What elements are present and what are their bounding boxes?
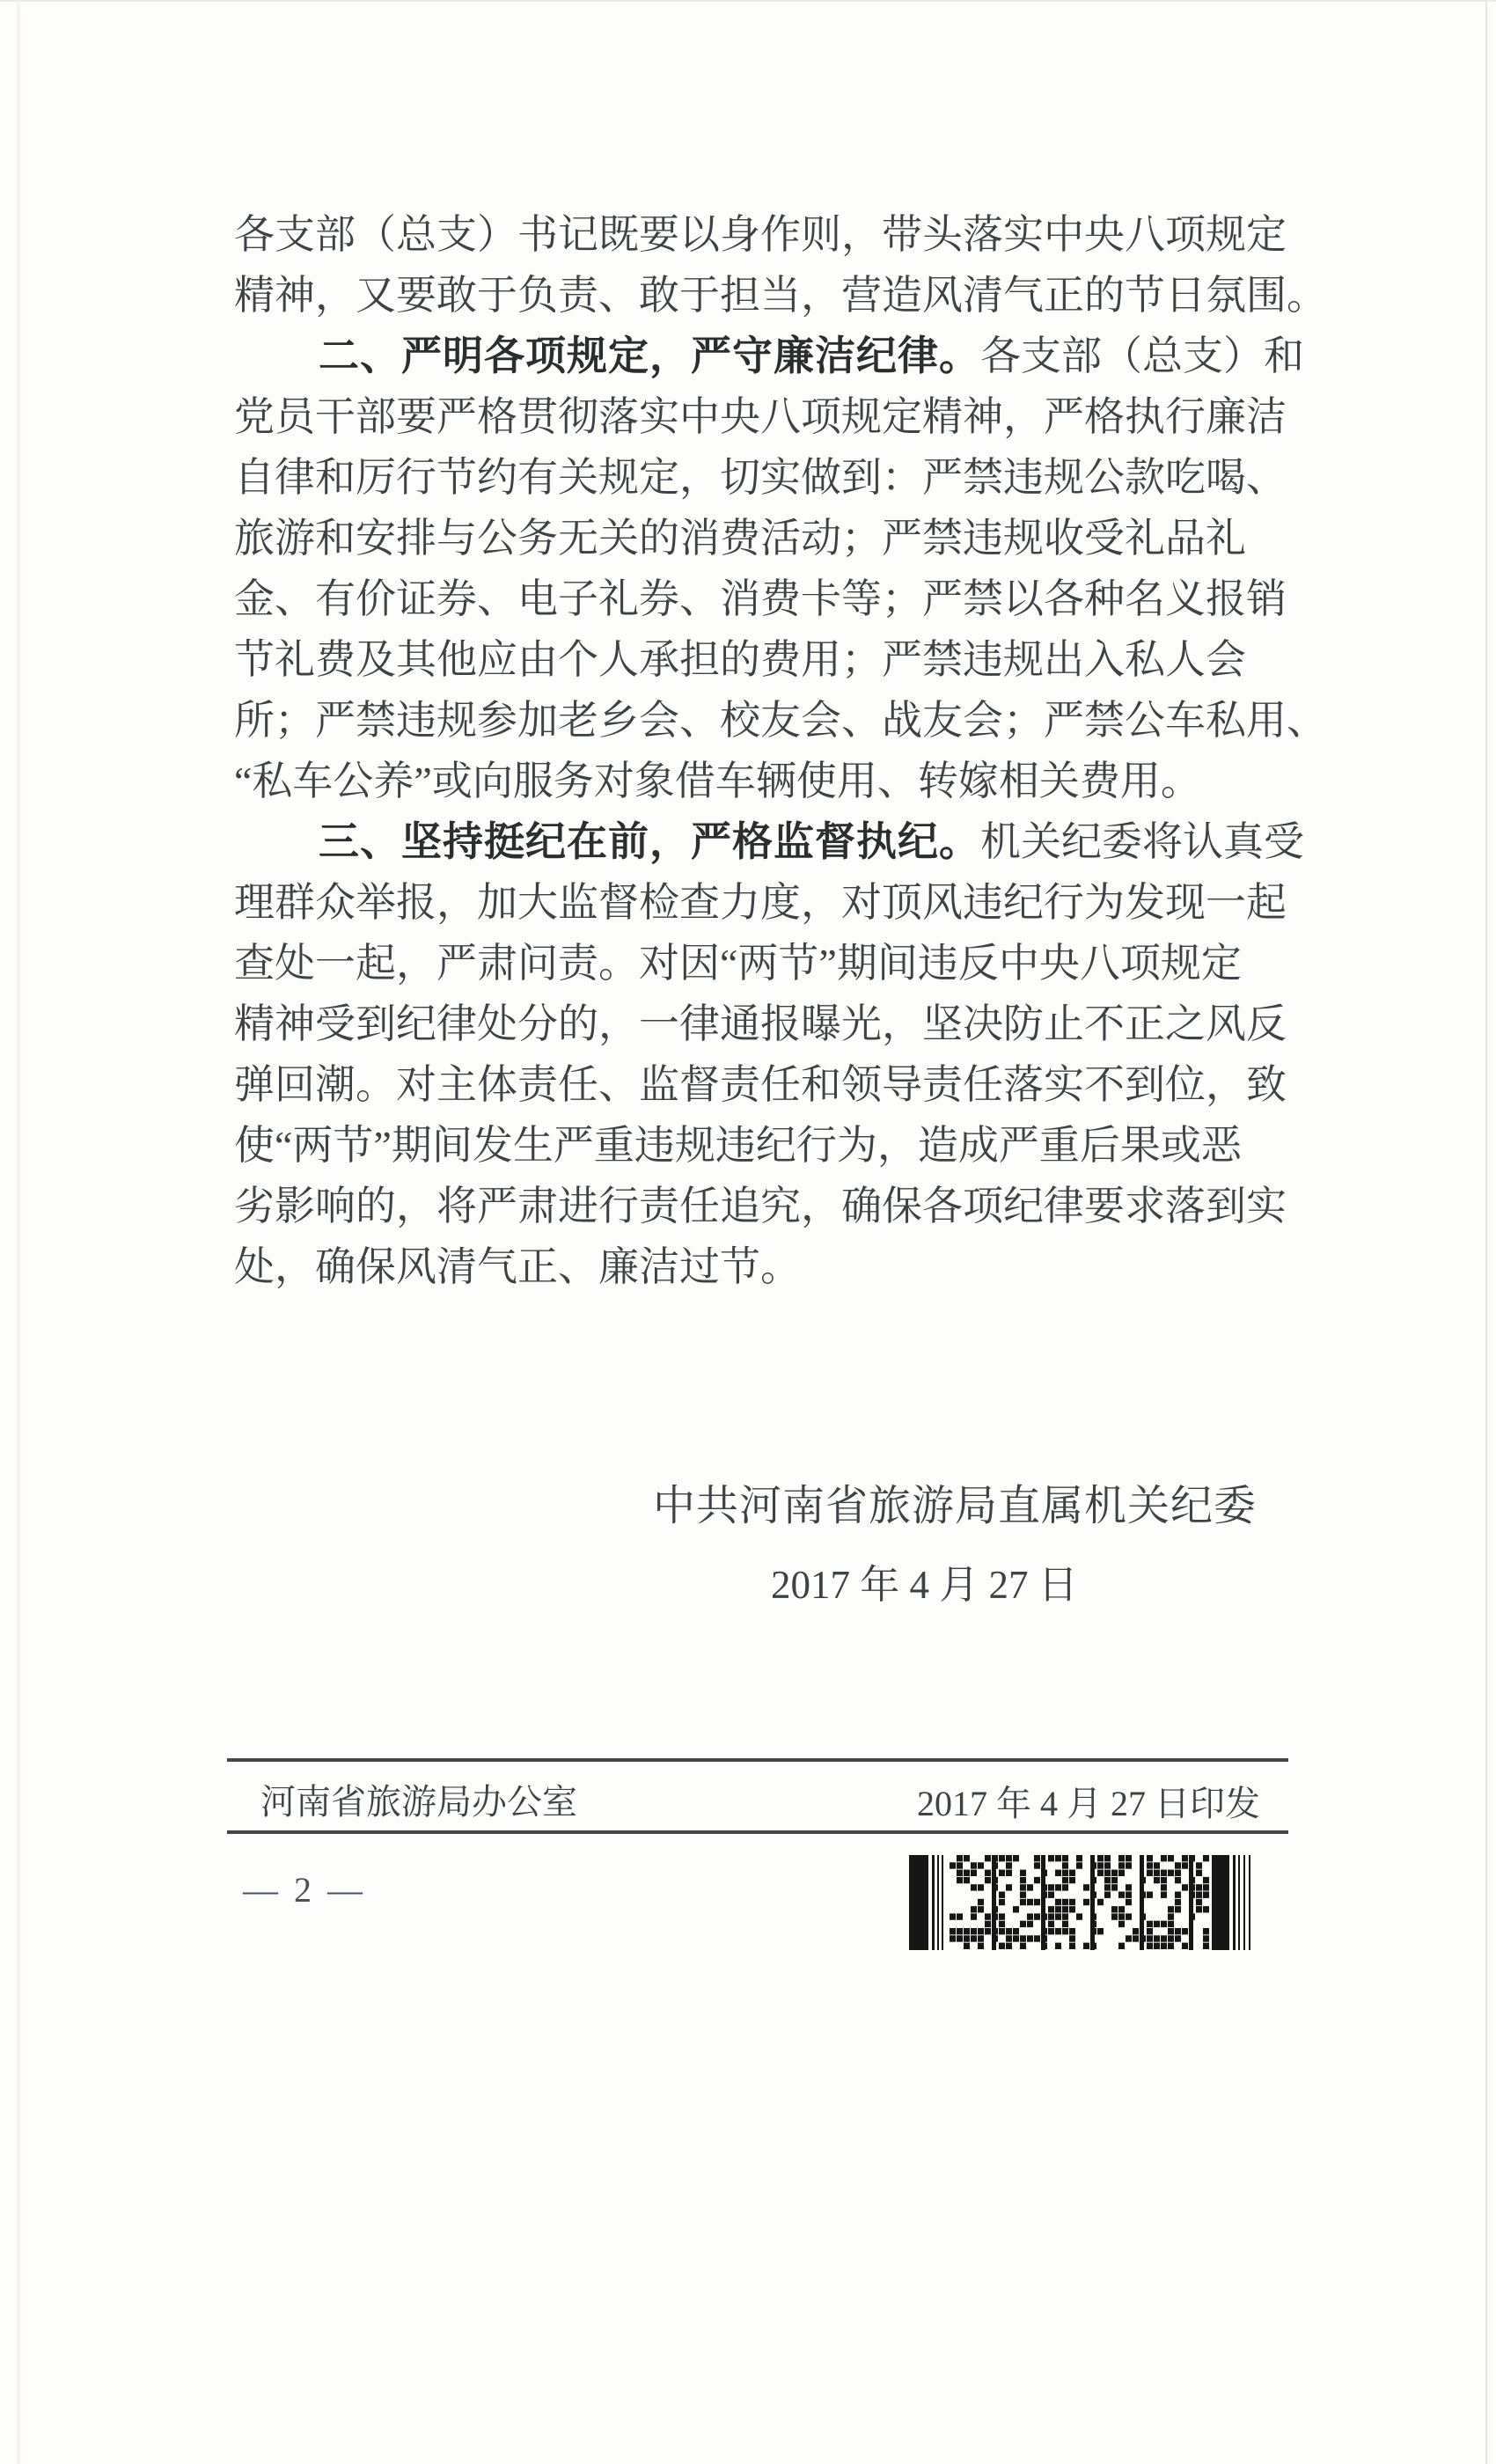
body-line [234,447,1295,508]
heading-bold: 三、坚持挺纪在前，严格监督执纪。 [319,818,980,864]
body-line-text: 查处一起，严肃问责。对因“两节”期间违反中央八项规定 [234,941,1242,986]
body-line [234,629,1295,690]
body-line [234,265,1327,326]
document-barcode [909,1855,1259,1950]
body-line [234,508,1295,568]
body-line-text: 党员干部要严格贯彻落实中央八项规定精神，严格执行廉洁 [234,394,1287,439]
body-line [234,1236,1295,1297]
footer-print-date: 2017 年 4 月 27 日印发 [917,1784,1260,1823]
body-line [234,326,1304,386]
body-line-text: 各支部（总支）书记既要以身作则，带头落实中央八项规定 [234,212,1287,257]
footer-rule-top [227,1758,1288,1762]
body-line-text: 所；严禁违规参加老乡会、校友会、战友会；严禁公车私用、 [234,698,1327,743]
heading-bold: 二、严明各项规定，严守廉洁纪律。 [319,333,980,378]
body-line [234,872,1295,933]
body-line [234,751,1295,811]
body-line-text: “私车公养”或向服务对象借车辆使用、转嫁相关费用。 [234,759,1201,803]
signature-date: 2017 年 4 月 27 日 [771,1563,1078,1607]
body-line-text: 各支部（总支）和 [980,334,1304,378]
footer-rule-bottom [227,1830,1288,1834]
body-line-text: 金、有价证券、电子礼券、消费卡等；严禁以各种名义报销 [234,576,1287,621]
scan-edge-left [17,0,20,2464]
body-line-text: 处，确保风清气正、廉洁过节。 [234,1244,801,1289]
body-line [234,1176,1295,1236]
body-text [234,204,1327,1297]
body-line-text: 劣影响的，将严肃进行责任追究，确保各项纪律要求落到实 [234,1184,1287,1228]
body-line-text: 节礼费及其他应由个人承担的费用；严禁违规出入私人会 [234,637,1246,682]
body-line-text: 自律和厉行节约有关规定，切实做到：严禁违规公款吃喝、 [234,455,1287,500]
signature-org: 中共河南省旅游局直属机关纪委 [653,1483,1258,1529]
body-line-text: 旅游和安排与公务无关的消费活动；严禁违规收受礼品礼 [234,516,1246,561]
body-line [234,386,1295,447]
scan-edge-top [0,0,1496,2]
body-line-text: 精神，又要敢于负责、敢于担当，营造风清气正的节日氛围。 [234,273,1327,318]
body-line-text: 理群众举报，加大监督检查力度，对顶风违纪行为发现一起 [234,880,1287,925]
scan-edge-right [1485,0,1487,2464]
body-line [234,1115,1295,1176]
body-line [234,1054,1295,1115]
body-line [234,568,1295,629]
body-line-text: 弹回潮。对主体责任、监督责任和领导责任落实不到位，致 [234,1062,1287,1107]
body-line-text: 机关纪委将认真受 [980,819,1304,864]
body-line [234,204,1295,265]
body-line [234,994,1295,1054]
footer-issuer: 河南省旅游局办公室 [260,1782,577,1822]
body-line [234,811,1304,872]
body-line-text: 精神受到纪律处分的，一律通报曝光，坚决防止不正之风反 [234,1001,1287,1046]
body-line-text: 使“两节”期间发生严重违规违纪行为，造成严重后果或恶 [234,1123,1242,1168]
body-line [234,933,1295,994]
page-number: — 2 — [243,1870,366,1910]
body-line [234,690,1327,751]
